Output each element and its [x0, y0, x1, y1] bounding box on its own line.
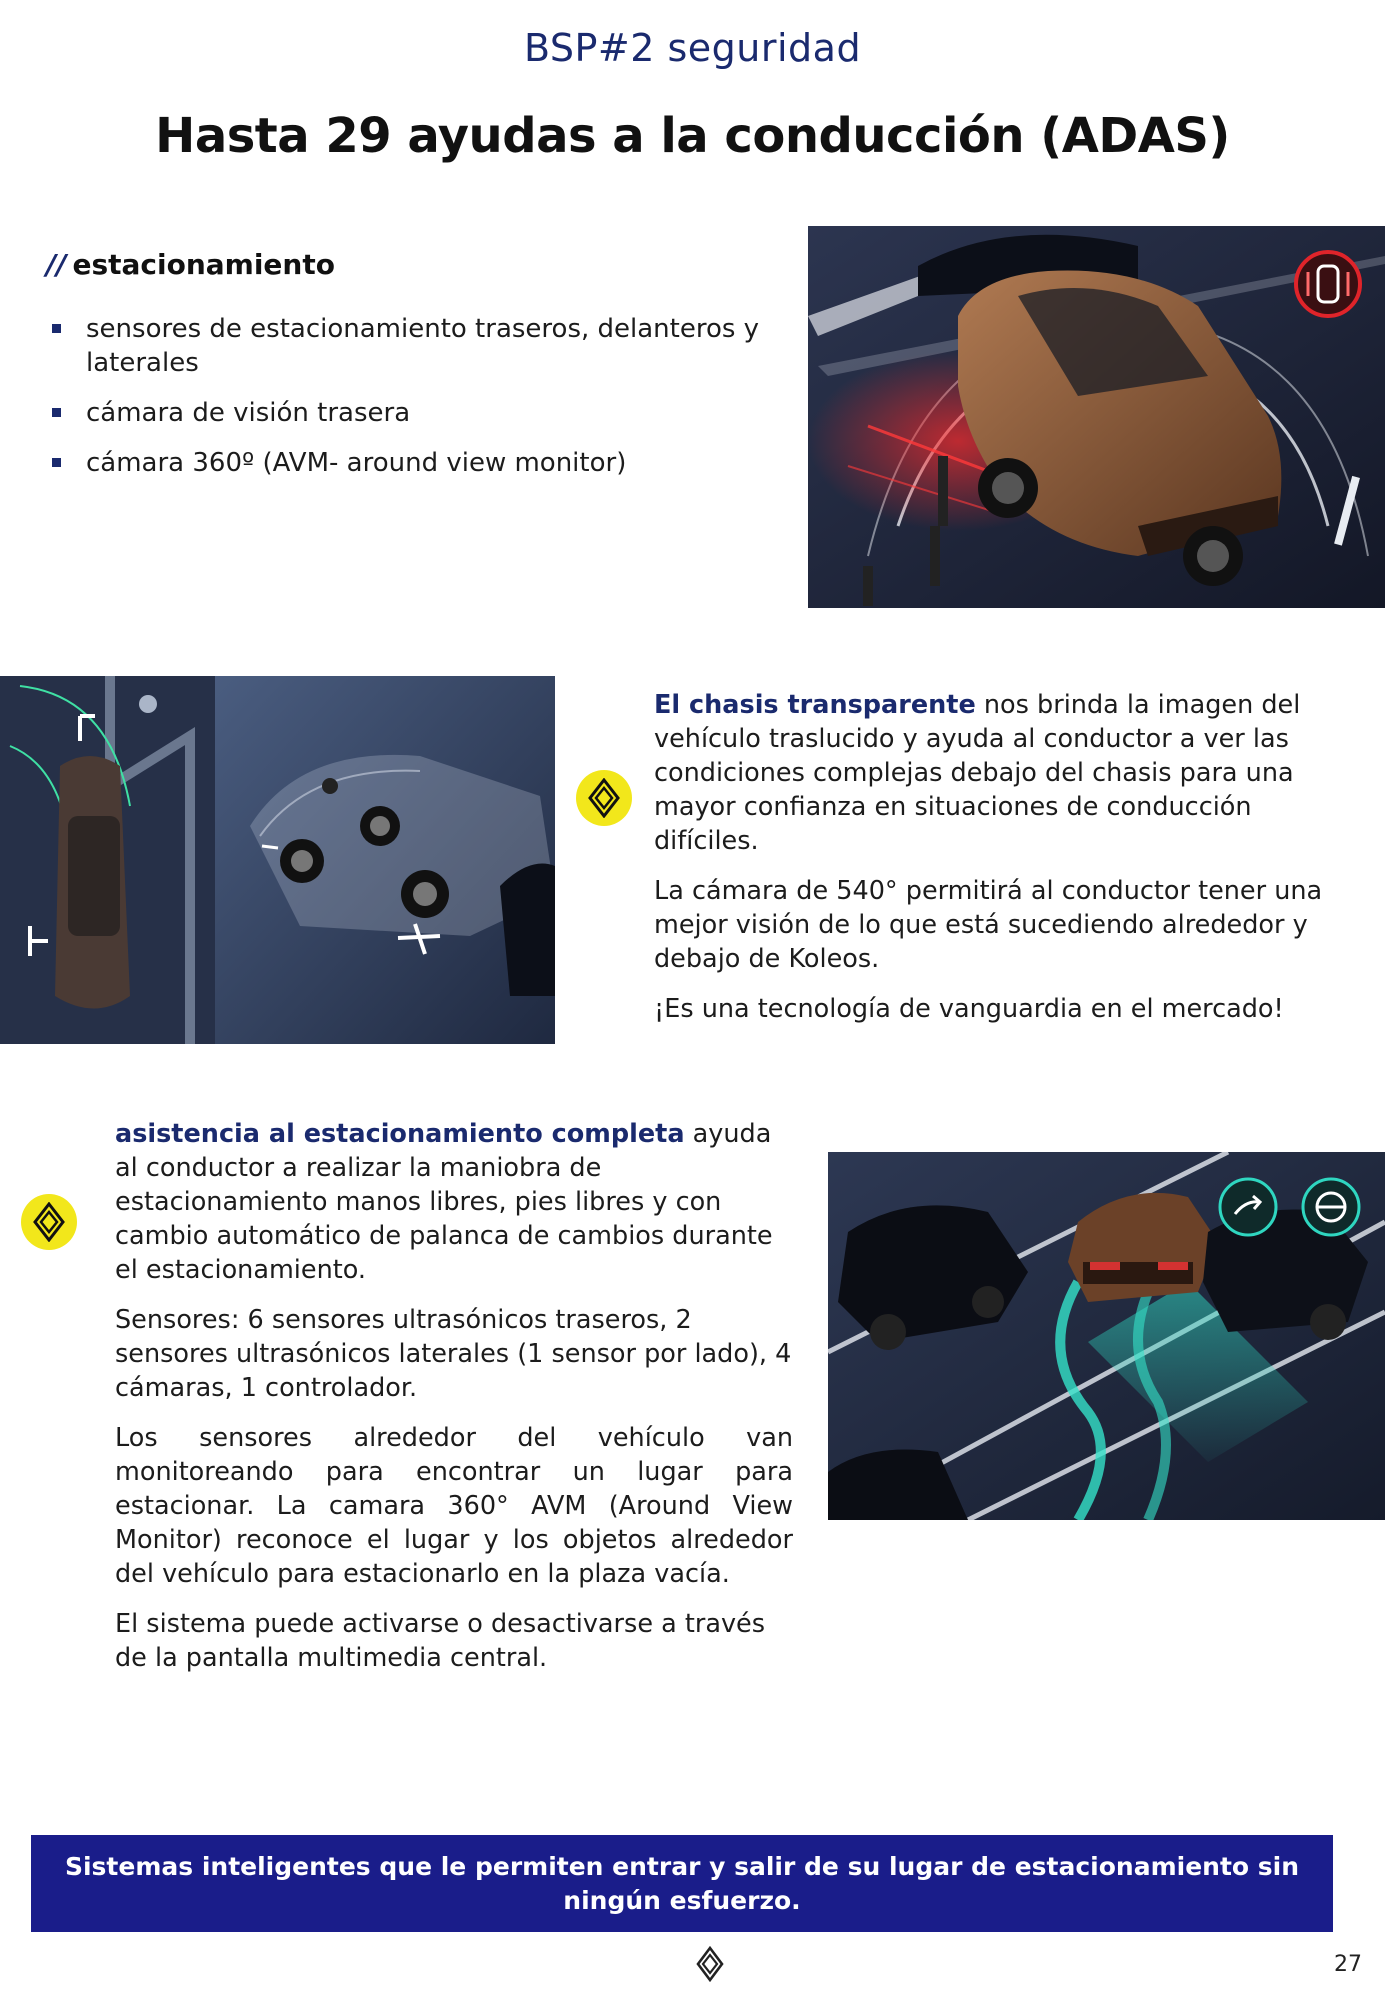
page-number: 27	[1334, 1952, 1362, 1977]
footer-renault-logo	[695, 1946, 725, 1986]
parking-sensors-photo	[808, 226, 1385, 608]
transparent-chassis-photo	[0, 676, 555, 1044]
chassis-description	[654, 688, 1334, 1042]
list-item: cámara 360º (AVM- around view monitor)	[52, 446, 772, 480]
parking-heading	[46, 248, 335, 281]
renault-diamond-icon	[695, 1946, 725, 1982]
summary-banner: Sistemas inteligentes que le permiten entrar y salir de su lugar de estacionamiento sin ningún esfuerzo.	[31, 1835, 1333, 1932]
chassis-highlight: El chasis transparente	[654, 690, 976, 720]
parking-bullet-list	[52, 312, 772, 496]
heading-slashes: //	[46, 248, 67, 281]
parking-assist-photo	[828, 1152, 1385, 1520]
renault-diamond-icon	[587, 778, 621, 818]
assist-paragraph-1: asistencia al estacionamiento completa ayuda al conductor a realizar la maniobra de estacionamiento manos libres, pies libres y con cambio automático de palanca de cambios durante el estacionamiento.	[115, 1119, 773, 1285]
assist-paragraph-2: Sensores: 6 sensores ultrasónicos traseros, 2 sensores ultrasónicos laterales (1 sensor por lado), 4 cámaras, 1 controlador.	[115, 1305, 792, 1403]
renault-logo-badge	[576, 770, 632, 826]
parking-assist-description	[115, 1117, 793, 1691]
assist-paragraph-3: Los sensores alrededor del vehículo van monitoreando para encontrar un lugar para estacionar. La camara 360° AVM (Around View Monitor) reconoce el lugar y los objetos alrededor del vehículo para estacionarlo en la plaza vacía.	[115, 1423, 793, 1589]
chassis-paragraph-1: El chasis transparente nos brinda la imagen del vehículo traslucido y ayuda al conductor a ver las condiciones complejas debajo del chasis para una mayor confianza en situaciones de conducción difíciles.	[654, 690, 1301, 856]
section-kicker: BSP#2 seguridad	[523, 26, 862, 70]
page-title: Hasta 29 ayudas a la conducción (ADAS)	[155, 108, 1230, 164]
list-item: cámara de visión trasera	[52, 396, 772, 430]
renault-logo-badge	[21, 1194, 77, 1250]
list-item: sensores de estacionamiento traseros, delanteros y laterales	[52, 312, 772, 380]
chassis-paragraph-2: La cámara de 540° permitirá al conductor tener una mejor visión de lo que está sucediendo alrededor y debajo de Koleos.	[654, 876, 1323, 974]
parking-heading-text: estacionamiento	[72, 248, 335, 281]
assist-paragraph-4: El sistema puede activarse o desactivarse a través de la pantalla multimedia central.	[115, 1609, 766, 1673]
assist-highlight: asistencia al estacionamiento completa	[115, 1119, 685, 1149]
chassis-paragraph-3: ¡Es una tecnología de vanguardia en el mercado!	[654, 994, 1284, 1024]
renault-diamond-icon	[32, 1202, 66, 1242]
